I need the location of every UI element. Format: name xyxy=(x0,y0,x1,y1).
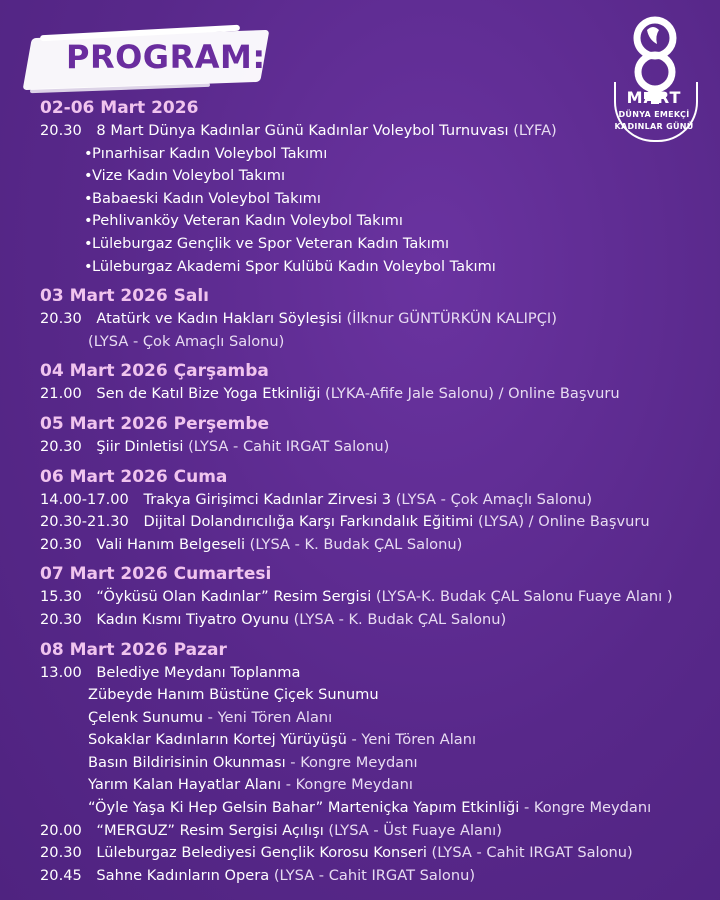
event-time: 14.00-17.00 xyxy=(40,490,129,508)
sub-event xyxy=(40,774,710,797)
team-item: •Pınarhisar Kadın Voleybol Takımı xyxy=(84,144,328,162)
event-time: 20.00 xyxy=(40,821,82,839)
event-location: (LYSA - K. Budak ÇAL Salonu) xyxy=(293,610,507,628)
event-title: “MERGUZ” Resim Sergisi Açılışı xyxy=(96,821,324,839)
page-title: PROGRAM: xyxy=(66,38,266,76)
event-time: 20.30-21.30 xyxy=(40,513,129,531)
sub-event-location: - Yeni Tören Alanı xyxy=(351,731,477,749)
event-location: (LYKA-Afife Jale Salonu) / Online Başvuru xyxy=(325,385,620,403)
event-title: 8 Mart Dünya Kadınlar Günü Kadınlar Voleybol Turnuvası xyxy=(96,122,509,139)
event-row xyxy=(40,586,710,609)
event-row xyxy=(40,308,710,331)
event-time: 21.00 xyxy=(40,385,82,403)
event-title: Sahne Kadınların Opera xyxy=(96,866,270,884)
event-row xyxy=(40,609,710,632)
sub-event xyxy=(40,707,710,730)
event-time: 20.30 xyxy=(40,610,82,628)
logo-subtitle-1: DÜNYA EMEKÇİ xyxy=(618,110,690,119)
sub-event-location: - Kongre Meydanı xyxy=(290,753,418,771)
team-item: •Lüleburgaz Gençlik ve Spor Veteran Kadın Takımı xyxy=(84,234,450,252)
team-item: •Babaeski Kadın Voleybol Takımı xyxy=(84,189,321,207)
event-location: (LYSA-K. Budak ÇAL Salonu Fuaye Alanı ) xyxy=(375,588,673,606)
day-heading: 02-06 Mart 2026 xyxy=(40,98,199,118)
sub-event xyxy=(40,797,710,820)
event-location: (LYSA - Üst Fuaye Alanı) xyxy=(328,821,502,839)
event-title: Lüleburgaz Belediyesi Gençlik Korosu Konseri xyxy=(96,844,427,862)
event-time: 20.30 xyxy=(40,310,82,328)
sub-event-title: Sokaklar Kadınların Kortej Yürüyüşü xyxy=(88,731,347,749)
event-title: Belediye Meydanı Toplanma xyxy=(96,663,301,681)
event-time: 20.45 xyxy=(40,866,82,884)
sub-event-title: Zübeyde Hanım Büstüne Çiçek Sunumu xyxy=(88,686,379,704)
event-time: 20.30 xyxy=(40,437,82,455)
day-heading: 08 Mart 2026 Pazar xyxy=(40,639,227,660)
event-location: (LYSA) / Online Başvuru xyxy=(478,513,650,531)
sub-event-location: - Kongre Meydanı xyxy=(285,776,413,794)
day-heading: 07 Mart 2026 Cumartesi xyxy=(40,564,272,585)
event-time: 20.30 xyxy=(40,122,82,139)
event-row xyxy=(40,120,710,143)
program-list xyxy=(40,96,710,887)
event-location: (LYSA - Cahit IRGAT Salonu) xyxy=(188,437,390,455)
event-location: (LYSA - Cahit IRGAT Salonu) xyxy=(431,844,633,862)
team-item: •Vize Kadın Voleybol Takımı xyxy=(84,167,286,185)
event-time: 20.30 xyxy=(40,844,82,862)
event-title: Sen de Katıl Bize Yoga Etkinliği xyxy=(96,385,321,403)
event-time: 13.00 xyxy=(40,663,82,681)
logo-subtitle-2: KADINLAR GÜNÜ xyxy=(614,122,694,131)
sub-event xyxy=(40,684,710,707)
day-heading: 04 Mart 2026 Çarşamba xyxy=(40,361,269,382)
event-title: Dijital Dolandırıcılığa Karşı Farkındalık Eğitimi xyxy=(143,513,474,531)
event-row xyxy=(40,436,710,459)
event-location: (LYFA) xyxy=(513,122,557,139)
team-item: •Lüleburgaz Akademi Spor Kulübü Kadın Voleybol Takımı xyxy=(84,257,496,275)
event-time: 15.30 xyxy=(40,588,82,606)
event-row xyxy=(40,842,710,865)
event-title: Kadın Kısmı Tiyatro Oyunu xyxy=(96,610,289,628)
event-time: 20.30 xyxy=(40,535,82,553)
sub-event-location: - Yeni Tören Alanı xyxy=(207,708,333,726)
event-title: Atatürk ve Kadın Hakları Söyleşisi xyxy=(96,310,342,328)
event-row xyxy=(40,662,710,685)
sub-event-title: Basın Bildirisinin Okunması xyxy=(88,753,286,771)
event-row xyxy=(40,489,710,512)
team-item: •Pehlivanköy Veteran Kadın Voleybol Takımı xyxy=(84,212,403,230)
logo-month: MART xyxy=(626,88,682,107)
event-title: Şiir Dinletisi xyxy=(96,437,184,455)
event-row xyxy=(40,534,710,557)
day-heading: 03 Mart 2026 Salı xyxy=(40,286,209,307)
event-location: (LYSA - K. Budak ÇAL Salonu) xyxy=(249,535,463,553)
sub-event-title: Yarım Kalan Hayatlar Alanı xyxy=(88,776,282,794)
event-location: (LYSA - Cahit IRGAT Salonu) xyxy=(273,866,476,884)
day-heading: 06 Mart 2026 Cuma xyxy=(40,466,228,487)
sub-event-location: - Kongre Meydanı xyxy=(523,799,652,817)
event-row xyxy=(40,511,710,534)
event-speaker: (İlknur GÜNTÜRKÜN KALIPÇI) xyxy=(346,310,557,328)
event-row xyxy=(40,383,710,406)
sub-event-title: “Öyle Yaşa Ki Hep Gelsin Bahar” Marteniçka Yapım Etkinliği xyxy=(88,799,520,817)
sub-event-title: Çelenk Sunumu xyxy=(88,708,204,726)
day-heading: 05 Mart 2026 Perşembe xyxy=(40,413,270,434)
sub-event xyxy=(40,752,710,775)
event-title: Trakya Girişimci Kadınlar Zirvesi 3 xyxy=(143,490,392,508)
event-location: (LYSA - Çok Amaçlı Salonu) xyxy=(88,332,285,350)
sub-event xyxy=(40,729,710,752)
event-row xyxy=(40,820,710,843)
event-title: Vali Hanım Belgeseli xyxy=(96,535,246,553)
event-title: “Öyküsü Olan Kadınlar” Resim Sergisi xyxy=(96,588,372,606)
event-row xyxy=(40,865,710,888)
event-location: (LYSA - Çok Amaçlı Salonu) xyxy=(395,490,593,508)
